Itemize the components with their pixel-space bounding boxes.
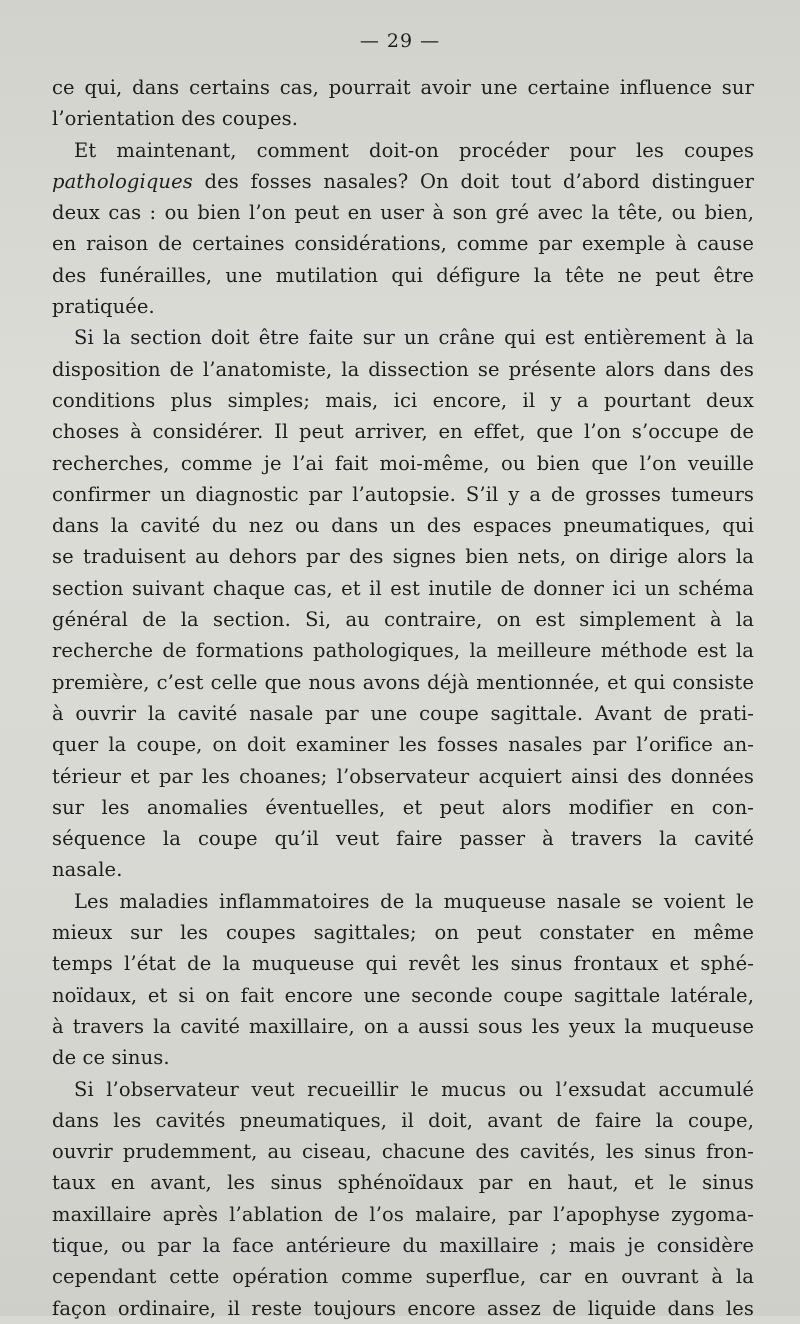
line-text: se traduisent au dehors par des signes bien nets, on dirige alors la: [52, 545, 754, 569]
line-text: nasale.: [52, 858, 123, 882]
text-line: [52, 1074, 754, 1105]
text-line: [52, 1293, 754, 1324]
line-text: Et maintenant, comment doit-on procéder pour les coupes: [74, 138, 754, 162]
line-text: à travers la cavité maxillaire, on a aussi sous les yeux la muqueuse: [52, 1014, 754, 1038]
line-text: général de la section. Si, au contraire, on est simplement à la: [52, 608, 754, 632]
line-text: l’orientation des coupes.: [52, 107, 299, 131]
text-line: [52, 510, 754, 541]
text-line: [52, 291, 754, 322]
text-line: [52, 698, 754, 729]
text-line: [52, 228, 754, 259]
text-line: [52, 823, 754, 854]
text-line: [52, 416, 754, 447]
text-line: [52, 322, 754, 353]
text-line: [52, 1011, 754, 1042]
line-text: Si la section doit être faite sur un crâne qui est entièrement à la: [74, 326, 754, 350]
line-text: mieux sur les coupes sagittales; on peut constater en même: [52, 921, 754, 945]
line-text: dans la cavité du nez ou dans un des espaces pneumatiques, qui: [52, 514, 754, 538]
line-text: taux en avant, les sinus sphénoïdaux par en haut, et le sinus: [52, 1171, 754, 1195]
text-line: [52, 541, 754, 572]
text-line: [52, 1261, 754, 1292]
text-line: [52, 948, 754, 979]
text-line: [52, 72, 754, 103]
line-text: en raison de certaines considérations, comme par exemple à cause: [52, 232, 754, 256]
text-line: [52, 260, 754, 291]
text-line: [52, 573, 754, 604]
page-number: — 29 —: [359, 30, 441, 52]
line-text: Si l’observateur veut recueillir le mucus ou l’exsudat accumulé: [74, 1077, 754, 1101]
text-line: [52, 854, 754, 885]
line-text: tique, ou par la face antérieure du maxillaire ; mais je considère: [52, 1233, 754, 1257]
text-line: [52, 1105, 754, 1136]
line-text: façon ordinaire, il reste toujours encore assez de liquide dans les: [52, 1296, 754, 1320]
text-line: [52, 354, 754, 385]
line-text: de ce sinus.: [52, 1046, 170, 1070]
line-text: recherche de formations pathologiques, la meilleure méthode est la: [52, 639, 754, 663]
line-text: pratiquée.: [52, 295, 155, 319]
text-line: [52, 1167, 754, 1198]
text-line: [52, 103, 754, 134]
line-text: conditions plus simples; mais, ici encore, il y a pourtant deux: [52, 388, 754, 412]
text-line: [52, 448, 754, 479]
text-line: [52, 1042, 754, 1073]
line-text: section suivant chaque cas, et il est inutile de donner ici un schéma: [52, 576, 754, 600]
line-text: ce qui, dans certains cas, pourrait avoir une certaine influence sur: [52, 76, 754, 99]
text-line: [52, 792, 754, 823]
line-text: cependant cette opération comme superflue, car en ouvrant à la: [52, 1265, 754, 1289]
italic-word: pathologiques: [52, 169, 193, 193]
line-text: temps l’état de la muqueuse qui revêt les sinus frontaux et sphé-: [52, 952, 754, 976]
line-text: noïdaux, et si on fait encore une seconde coupe sagittale latérale,: [52, 983, 754, 1007]
text-line: [52, 886, 754, 917]
line-text: térieur et par les choanes; l’observateur acquiert ainsi des données: [52, 764, 754, 788]
text-line: [52, 729, 754, 760]
line-text: séquence la coupe qu’il veut faire passer à travers la cavité: [52, 827, 754, 851]
line-text: sur les anomalies éventuelles, et peut alors modifier en con-: [52, 795, 754, 819]
line-text: à ouvrir la cavité nasale par une coupe sagittale. Avant de prati-: [52, 701, 754, 725]
text-line: [52, 667, 754, 698]
line-text: Les maladies inflammatoires de la muqueuse nasale se voient le: [74, 889, 754, 913]
text-line: [52, 604, 754, 635]
text-line: [52, 635, 754, 666]
line-text: ouvrir prudemment, au ciseau, chacune des cavités, les sinus fron-: [52, 1140, 754, 1164]
line-text: recherches, comme je l’ai fait moi-même, ou bien que l’on veuille: [52, 451, 754, 475]
line-text: maxillaire après l’ablation de l’os malaire, par l’apophyse zygoma-: [52, 1202, 754, 1226]
text-line: [52, 479, 754, 510]
text-line: [52, 135, 754, 166]
line-text: choses à considérer. Il peut arriver, en effet, que l’on s’occupe de: [52, 420, 754, 444]
text-line: [52, 166, 754, 197]
line-text: première, c’est celle que nous avons déjà mentionnée, et qui consiste: [52, 670, 754, 694]
text-line: [52, 917, 754, 948]
text-line: [52, 980, 754, 1011]
line-text: des fosses nasales? On doit tout d’abord distinguer: [192, 169, 754, 193]
line-text: dans les cavités pneumatiques, il doit, avant de faire la coupe,: [52, 1108, 754, 1132]
line-text: disposition de l’anatomiste, la dissection se présente alors dans des: [52, 357, 754, 381]
line-text: des funérailles, une mutilation qui défigure la tête ne peut être: [52, 263, 754, 287]
text-line: [52, 1199, 754, 1230]
text-line: [52, 761, 754, 792]
text-line: [52, 197, 754, 228]
text-line: [52, 1136, 754, 1167]
line-text: quer la coupe, on doit examiner les fosses nasales par l’orifice an-: [52, 733, 754, 757]
line-text: deux cas : ou bien l’on peut en user à son gré avec la tête, ou bien,: [52, 201, 754, 225]
text-line: [52, 385, 754, 416]
line-text: confirmer un diagnostic par l’autopsie. S’il y a de grosses tumeurs: [52, 482, 754, 506]
text-line: [52, 1230, 754, 1261]
body-text: [52, 72, 754, 1324]
